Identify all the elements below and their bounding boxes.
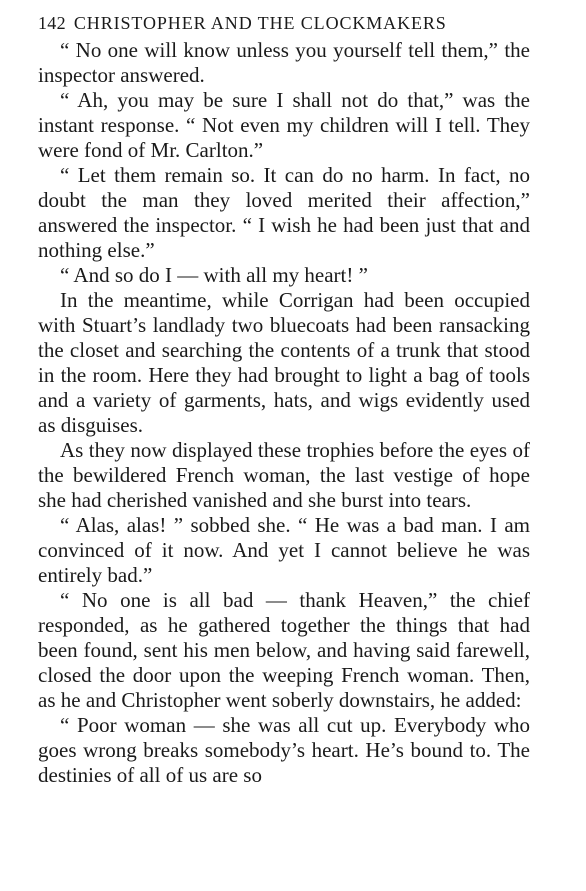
paragraph: “ Poor woman — she was all cut up. Everybody who goes wrong breaks somebody’s heart. He’s bound to. The destinies of all of us are so (38, 713, 530, 787)
paragraph: “ Let them remain so. It can do no harm. In fact, no doubt the man they loved merited their affection,” answered the inspector. “ I wish he had been just that and nothing else.” (38, 163, 530, 262)
paragraph: “ Ah, you may be sure I shall not do that,” was the instant response. “ Not even my children will I tell. They were fond of Mr. Carlton.” (38, 88, 530, 162)
paragraph: “ And so do I — with all my heart! ” (60, 263, 368, 287)
running-title: CHRISTOPHER AND THE CLOCKMAKERS (73, 12, 447, 33)
running-head (38, 8, 530, 38)
paragraph: “ Alas, alas! ” sobbed she. “ He was a bad man. I am convinced of it now. And yet I cannot believe he was entirely bad.” (38, 513, 530, 587)
paragraph: As they now displayed these trophies before the eyes of the bewildered French woman, the last vestige of hope she had cherished vanished and she burst into tears. (38, 438, 530, 512)
paragraph: “ No one will know unless you yourself tell them,” the inspector answered. (38, 38, 530, 87)
paragraph: In the meantime, while Corrigan had been occupied with Stuart’s landlady two bluecoats had been ransacking the closet and searching the contents of a trunk that stood in the room. Here they had brought to light a bag of tools and a variety of garments, hats, and wigs evidently used as disguises. (38, 288, 530, 437)
book-page (38, 8, 530, 788)
page-number: 142 (38, 12, 66, 33)
paragraph: “ No one is all bad — thank Heaven,” the chief responded, as he gathered together the things that had been found, sent his men below, and having said farewell, closed the door upon the weeping French woman. Then, as he and Christopher went soberly downstairs, he added: (38, 588, 530, 712)
body-text (38, 38, 530, 788)
